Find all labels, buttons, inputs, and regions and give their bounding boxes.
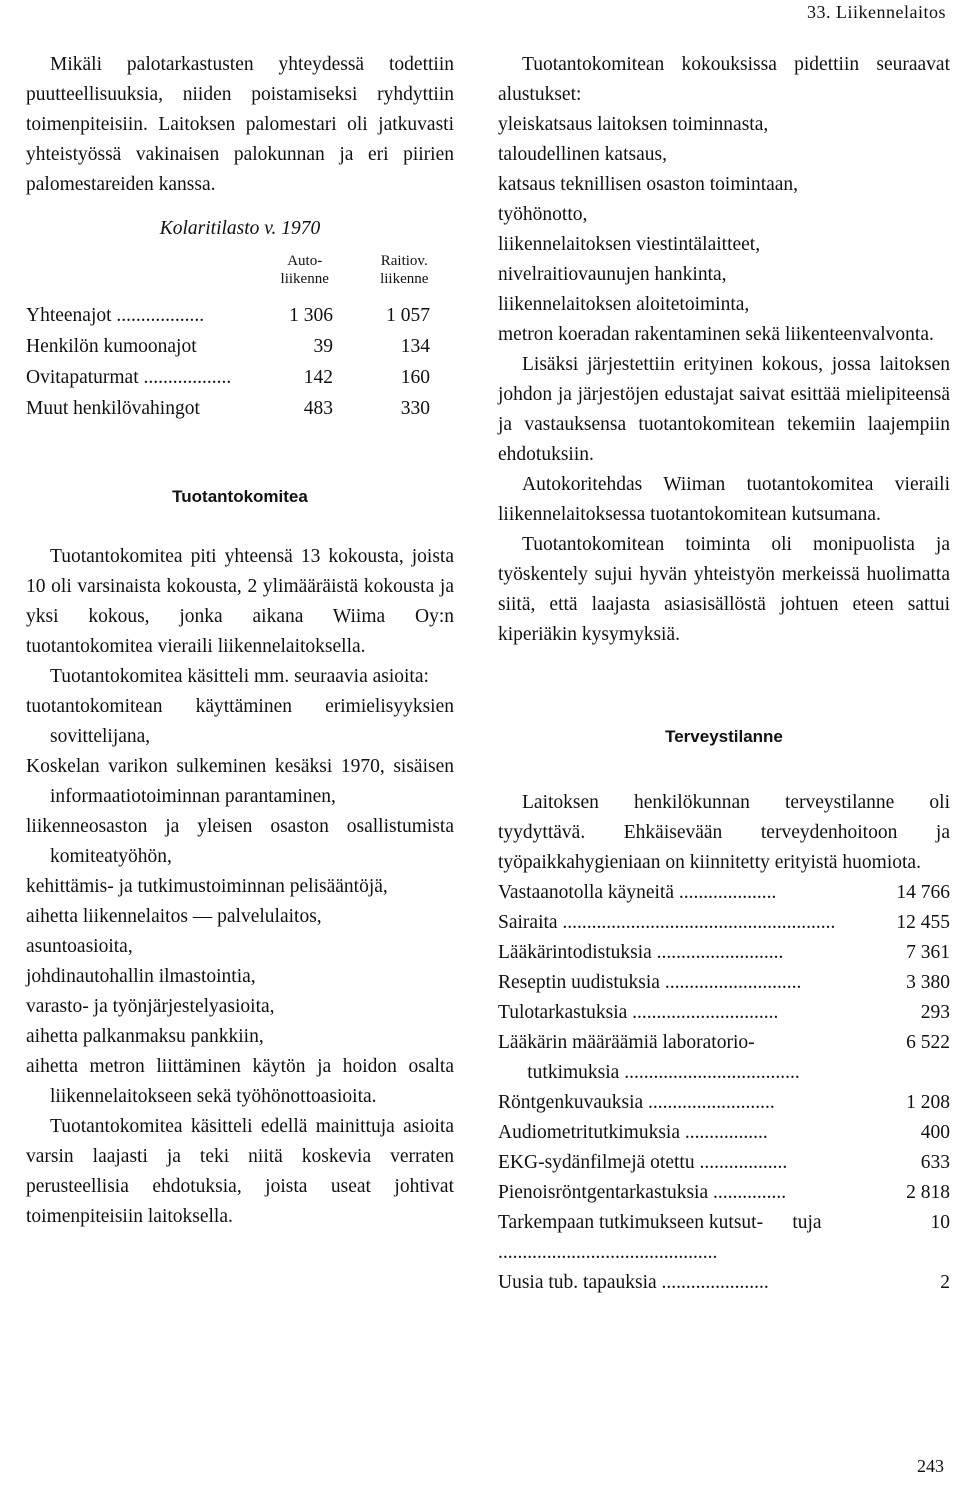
health-row bbox=[498, 1148, 950, 1178]
paragraph: aihetta palkanmaksu pankkiin, bbox=[26, 1026, 264, 1047]
right-column bbox=[498, 50, 950, 1298]
stats-label: Muut henkilövahingot bbox=[26, 398, 200, 419]
stats-label: Yhteenajot .................. bbox=[26, 305, 205, 326]
left-column bbox=[26, 50, 454, 1232]
paragraph: Tuotantokomitean toiminta oli monipuolista ja työskentely sujui hyvän yhteistyön merkeissä huolimatta siitä, että laajasta asiasisällöstä johtuen eteen sattui kiperiäkin kysymyksiä. bbox=[498, 534, 950, 645]
health-label: Röntgenkuvauksia .......................... bbox=[498, 1092, 775, 1113]
section-title-tuotantokomitea: Tuotantokomitea bbox=[172, 487, 308, 506]
paragraph: yleiskatsaus laitoksen toiminnasta, bbox=[498, 114, 769, 135]
stats-header-row bbox=[26, 252, 454, 288]
stats-tram-value: 1 057 bbox=[386, 305, 430, 326]
health-value: 12 455 bbox=[896, 912, 950, 933]
paragraph: työhönotto, bbox=[498, 204, 588, 225]
paragraph: Autokoritehdas Wiiman tuotantokomitea vieraili liikennelaitoksessa tuotantokomitean kutsumana. bbox=[498, 474, 950, 525]
health-label: Vastaanotolla käyneitä .................... bbox=[498, 882, 777, 903]
paragraph: aihetta metron liittäminen käytön ja hoidon osalta liikennelaitokseen sekä työhönottoasioita. bbox=[26, 1056, 454, 1107]
health-label: Lääkärintodistuksia .......................... bbox=[498, 942, 784, 963]
paragraph: katsaus teknillisen osaston toimintaan, bbox=[498, 174, 799, 195]
paragraph: tuotantokomitean käyttäminen erimielisyyksien sovittelijana, bbox=[26, 696, 454, 747]
health-row bbox=[498, 938, 950, 968]
health-row bbox=[498, 1088, 950, 1118]
health-label: Lääkärin määräämiä laboratorio- tutkimuksia .................................... bbox=[498, 1032, 800, 1083]
health-label: Uusia tub. tapauksia ...................... bbox=[498, 1272, 769, 1293]
paragraph: taloudellinen katsaus, bbox=[498, 144, 667, 165]
health-label: Reseptin uudistuksia ............................ bbox=[498, 972, 802, 993]
stats-label: Henkilön kumoonajot bbox=[26, 336, 197, 357]
accident-stats-table bbox=[26, 252, 454, 424]
page-number: 243 bbox=[917, 1456, 944, 1476]
health-value: 2 818 bbox=[906, 1182, 950, 1203]
paragraph: metron koeradan rakentaminen sekä liikenteenvalvonta. bbox=[498, 324, 934, 345]
health-value: 3 380 bbox=[906, 972, 950, 993]
stats-row bbox=[26, 362, 454, 393]
stats-label: Ovitapaturmat .................. bbox=[26, 367, 232, 388]
health-value: 400 bbox=[920, 1122, 950, 1143]
paragraph: Tuotantokomitea piti yhteensä 13 kokousta, joista 10 oli varsinaista kokousta, 2 ylimääräistä kokousta ja yksi kokous, jonka aikana Wiima Oy:n tuotantokomitea vieraili liikennelaitoksella. bbox=[26, 546, 454, 657]
health-value: 1 208 bbox=[906, 1092, 950, 1113]
health-label: Sairaita ........................................................ bbox=[498, 912, 836, 933]
stats-title: Kolaritilasto v. 1970 bbox=[159, 218, 321, 239]
health-row bbox=[498, 1118, 950, 1148]
health-value: 2 bbox=[940, 1272, 950, 1293]
paragraph: liikennelaitoksen aloitetoiminta, bbox=[498, 294, 750, 315]
paragraph: aihetta liikennelaitos — palvelulaitos, bbox=[26, 906, 322, 927]
paragraph: liikenneosaston ja yleisen osaston osallistumista komiteatyöhön, bbox=[26, 816, 454, 867]
stats-auto-value: 483 bbox=[303, 398, 333, 419]
paragraph: Tuotantokomitean kokouksissa pidettiin seuraavat alustukset: bbox=[498, 54, 950, 105]
health-value: 6 522 bbox=[906, 1032, 950, 1053]
health-row bbox=[498, 1028, 950, 1088]
stats-auto-value: 142 bbox=[303, 367, 333, 388]
paragraph: Tuotantokomitea käsitteli mm. seuraavia asioita: bbox=[50, 666, 429, 687]
health-row bbox=[498, 968, 950, 998]
paragraph: Lisäksi järjestettiin erityinen kokous, jossa laitoksen johdon ja järjestöjen edustajat saivat esittää mielipiteensä ja vastauksensa tuotantokomitean tekemiin laajempiin ehdotuksiin. bbox=[498, 354, 950, 465]
paragraph: nivelraitiovaunujen hankinta, bbox=[498, 264, 727, 285]
stats-row bbox=[26, 300, 454, 331]
auto-header: Auto- liikenne bbox=[280, 253, 329, 287]
health-label: EKG-sydänfilmejä otettu .................. bbox=[498, 1152, 788, 1173]
stats-tram-value: 160 bbox=[400, 367, 430, 388]
health-label: Tulotarkastuksia .............................. bbox=[498, 1002, 779, 1023]
section-title-terveystilanne: Terveystilanne bbox=[665, 727, 783, 746]
paragraph: kehittämis- ja tutkimustoiminnan pelisääntöjä, bbox=[26, 876, 388, 897]
health-value: 7 361 bbox=[906, 942, 950, 963]
health-label: Audiometritutkimuksia ................. bbox=[498, 1122, 768, 1143]
paragraph: Tuotantokomitea käsitteli edellä mainittuja asioita varsin laajasti ja teki niitä koskevia verraten perusteellisia ehdotuksia, joista useat johtivat toimenpiteisiin laitoksella. bbox=[26, 1116, 454, 1227]
stats-row bbox=[26, 393, 454, 424]
health-row bbox=[498, 998, 950, 1028]
stats-auto-value: 1 306 bbox=[289, 305, 333, 326]
health-label: Pienoisröntgentarkastuksia ............... bbox=[498, 1182, 787, 1203]
intro-paragraph: Mikäli palotarkastusten yhteydessä todettiin puutteellisuuksia, niiden poistamiseksi ryhdyttiin toimenpiteisiin. Laitoksen palomestari oli jatkuvasti yhteistyössä vakinaisen palokunnan ja eri piirien palomestareiden kanssa. bbox=[26, 54, 454, 195]
running-header: 33. Liikennelaitos bbox=[807, 2, 946, 22]
health-value: 14 766 bbox=[896, 882, 950, 903]
stats-tram-value: 330 bbox=[400, 398, 430, 419]
health-row bbox=[498, 1268, 950, 1298]
stats-tram-value: 134 bbox=[400, 336, 430, 357]
stats-row bbox=[26, 331, 454, 362]
health-row bbox=[498, 1178, 950, 1208]
paragraph: varasto- ja työnjärjestelyasioita, bbox=[26, 996, 275, 1017]
health-row bbox=[498, 878, 950, 908]
health-label: Tarkempaan tutkimukseen kutsut- tuja ............................................. bbox=[498, 1212, 822, 1263]
paragraph: asuntoasioita, bbox=[26, 936, 133, 957]
paragraph: liikennelaitoksen viestintälaitteet, bbox=[498, 234, 761, 255]
health-value: 293 bbox=[920, 1002, 950, 1023]
health-value: 633 bbox=[920, 1152, 950, 1173]
tram-header: Raitiov. liikenne bbox=[380, 253, 429, 287]
stats-auto-value: 39 bbox=[313, 336, 333, 357]
paragraph: Koskelan varikon sulkeminen kesäksi 1970, sisäisen informaatiotoiminnan parantaminen, bbox=[26, 756, 454, 807]
health-intro: Laitoksen henkilökunnan terveystilanne oli tyydyttävä. Ehkäisevään terveydenhoitoon ja työpaikkahygieniaan on kiinnitetty erityistä huomiota. bbox=[498, 792, 950, 873]
health-stats-table bbox=[498, 878, 950, 1298]
paragraph: johdinautohallin ilmastointia, bbox=[26, 966, 256, 987]
health-row bbox=[498, 908, 950, 938]
health-row bbox=[498, 1208, 950, 1268]
health-value: 10 bbox=[930, 1212, 950, 1233]
